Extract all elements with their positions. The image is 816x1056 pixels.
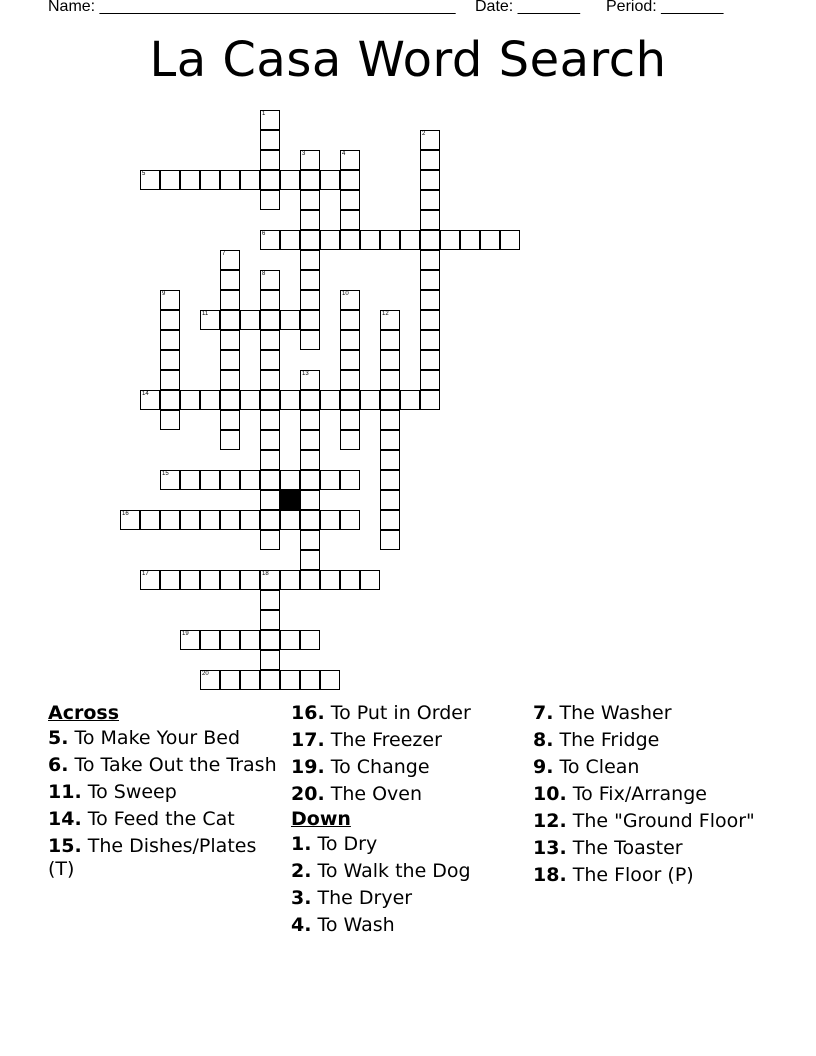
grid-cell[interactable] <box>340 370 360 390</box>
date-field-label: Date: _______ <box>475 0 580 15</box>
clue-item <box>533 783 763 806</box>
grid-cell[interactable] <box>400 230 420 250</box>
clue-text: To Put in Order <box>330 702 471 724</box>
grid-cell[interactable] <box>300 210 320 230</box>
grid-cell[interactable] <box>420 210 440 230</box>
grid-cell[interactable] <box>200 470 220 490</box>
clue-number-label: 13 <box>302 371 309 377</box>
grid-cell[interactable] <box>200 510 220 530</box>
grid-cell[interactable] <box>160 390 180 410</box>
grid-cell[interactable] <box>380 490 400 510</box>
clue-number: 7. <box>533 702 554 724</box>
grid-cell[interactable] <box>220 290 240 310</box>
grid-cell[interactable] <box>280 170 300 190</box>
clue-text: To Take Out the Trash <box>74 754 277 776</box>
grid-cell[interactable] <box>220 630 240 650</box>
grid-cell[interactable] <box>420 170 440 190</box>
grid-cell[interactable] <box>220 410 240 430</box>
grid-cell[interactable] <box>300 430 320 450</box>
clue-number: 8. <box>533 729 554 751</box>
across-heading: Across <box>48 702 120 724</box>
grid-cell[interactable] <box>460 230 480 250</box>
clue-number: 17. <box>291 729 325 751</box>
clue-item <box>291 756 521 779</box>
clue-number: 16. <box>291 702 325 724</box>
clue-text: The Dryer <box>317 887 413 909</box>
clue-item <box>291 887 521 910</box>
clue-number: 12. <box>533 810 567 832</box>
grid-cell[interactable] <box>240 670 260 690</box>
grid-cell[interactable] <box>280 470 300 490</box>
clue-number: 9. <box>533 756 554 778</box>
grid-cell[interactable] <box>160 350 180 370</box>
grid-cell[interactable] <box>160 170 180 190</box>
clue-item <box>533 702 763 725</box>
clue-item <box>291 783 521 806</box>
name-field-label: Name: ________________________________________ <box>48 0 456 15</box>
grid-cell[interactable] <box>240 170 260 190</box>
clue-number: 1. <box>291 833 312 855</box>
grid-cell[interactable] <box>200 170 220 190</box>
clue-number: 11. <box>48 781 82 803</box>
grid-cell[interactable] <box>220 170 240 190</box>
grid-cell[interactable] <box>320 230 340 250</box>
grid-cell[interactable] <box>180 170 200 190</box>
grid-cell[interactable] <box>300 250 320 270</box>
grid-cell[interactable] <box>300 330 320 350</box>
grid-cell[interactable] <box>160 330 180 350</box>
grid-cell[interactable] <box>320 570 340 590</box>
grid-cell[interactable] <box>300 170 320 190</box>
grid-cell[interactable] <box>260 270 280 290</box>
grid-cell[interactable] <box>340 150 360 170</box>
grid-cell[interactable] <box>240 310 260 330</box>
grid-cell[interactable] <box>240 470 260 490</box>
clue-number: 15. <box>48 835 82 857</box>
grid-cell[interactable] <box>260 110 280 130</box>
grid-cell[interactable] <box>300 290 320 310</box>
clue-number-label: 10 <box>342 291 349 297</box>
grid-cell[interactable] <box>360 570 380 590</box>
grid-cell[interactable] <box>380 330 400 350</box>
clue-number-label: 5 <box>142 171 146 177</box>
clue-text: The Washer <box>559 702 672 724</box>
grid-cell[interactable] <box>260 150 280 170</box>
clue-number-label: 18 <box>262 571 269 577</box>
clue-number-label: 1 <box>262 111 266 117</box>
grid-cell[interactable] <box>300 530 320 550</box>
grid-cell[interactable] <box>340 430 360 450</box>
period-field-label: Period: _______ <box>606 0 724 15</box>
grid-cell[interactable] <box>260 450 280 470</box>
clue-number: 6. <box>48 754 69 776</box>
grid-cell[interactable] <box>260 130 280 150</box>
grid-cell[interactable] <box>260 170 280 190</box>
grid-cell[interactable] <box>340 230 360 250</box>
grid-cell[interactable] <box>300 630 320 650</box>
grid-cell[interactable] <box>240 390 260 410</box>
grid-cell[interactable] <box>300 510 320 530</box>
grid-cell[interactable] <box>160 510 180 530</box>
grid-cell[interactable] <box>240 630 260 650</box>
grid-cell[interactable] <box>140 510 160 530</box>
grid-cell[interactable] <box>280 630 300 650</box>
clue-number-label: 4 <box>342 151 346 157</box>
clue-number: 2. <box>291 860 312 882</box>
grid-cell[interactable] <box>260 350 280 370</box>
grid-cell[interactable] <box>300 570 320 590</box>
grid-cell[interactable] <box>260 330 280 350</box>
clue-number: 19. <box>291 756 325 778</box>
down-clue-list-continued <box>533 702 763 887</box>
grid-cell[interactable] <box>260 650 280 670</box>
grid-cell[interactable] <box>260 630 280 650</box>
clue-text: The Dishes/Plates (T) <box>48 835 257 880</box>
grid-cell[interactable] <box>220 390 240 410</box>
grid-cell[interactable] <box>340 310 360 330</box>
grid-cell[interactable] <box>380 410 400 430</box>
grid-cell[interactable] <box>260 590 280 610</box>
grid-cell[interactable] <box>420 290 440 310</box>
grid-cell[interactable] <box>200 390 220 410</box>
grid-cell[interactable] <box>420 330 440 350</box>
clue-text: To Change <box>330 756 430 778</box>
grid-cell[interactable] <box>120 510 140 530</box>
grid-cell[interactable] <box>260 430 280 450</box>
clue-text: The Freezer <box>330 729 442 751</box>
grid-cell[interactable] <box>300 230 320 250</box>
grid-cell[interactable] <box>260 510 280 530</box>
grid-cell[interactable] <box>280 310 300 330</box>
grid-cell[interactable] <box>140 570 160 590</box>
clue-item <box>533 864 763 887</box>
grid-cell[interactable] <box>360 230 380 250</box>
grid-cell[interactable] <box>380 470 400 490</box>
clue-item <box>48 781 278 804</box>
grid-cell[interactable] <box>420 250 440 270</box>
grid-cell[interactable] <box>340 330 360 350</box>
grid-cell[interactable] <box>220 430 240 450</box>
grid-cell[interactable] <box>340 170 360 190</box>
grid-cell[interactable] <box>400 390 420 410</box>
grid-cell[interactable] <box>200 570 220 590</box>
clue-item <box>291 914 521 937</box>
clue-item <box>533 837 763 860</box>
grid-cell[interactable] <box>340 390 360 410</box>
grid-cell[interactable] <box>300 410 320 430</box>
grid-cell[interactable] <box>300 190 320 210</box>
grid-cell[interactable] <box>420 310 440 330</box>
clue-number: 14. <box>48 808 82 830</box>
grid-cell[interactable] <box>280 570 300 590</box>
clue-number-label: 11 <box>202 311 209 317</box>
grid-cell[interactable] <box>300 270 320 290</box>
grid-cell[interactable] <box>180 630 200 650</box>
clue-number-label: 17 <box>142 571 149 577</box>
grid-cell[interactable] <box>320 670 340 690</box>
grid-cell[interactable] <box>160 470 180 490</box>
clue-number-label: 3 <box>302 151 306 157</box>
grid-cell[interactable] <box>320 470 340 490</box>
clue-text: To Clean <box>559 756 640 778</box>
grid-cell[interactable] <box>220 250 240 270</box>
clue-text: To Make Your Bed <box>74 727 241 749</box>
grid-cell[interactable] <box>340 570 360 590</box>
grid-cell[interactable] <box>240 570 260 590</box>
grid-cell[interactable] <box>180 390 200 410</box>
clue-number-label: 16 <box>122 511 129 517</box>
grid-cell[interactable] <box>200 310 220 330</box>
clue-number-label: 15 <box>162 471 169 477</box>
clue-number-label: 12 <box>382 311 389 317</box>
clue-number-label: 6 <box>262 231 266 237</box>
grid-cell[interactable] <box>380 510 400 530</box>
grid-cell[interactable] <box>220 330 240 350</box>
down-heading: Down <box>291 808 351 830</box>
clue-text: The Fridge <box>559 729 660 751</box>
across-clue-list-continued <box>291 702 521 806</box>
grid-cell[interactable] <box>180 510 200 530</box>
grid-cell[interactable] <box>160 570 180 590</box>
grid-cell[interactable] <box>420 270 440 290</box>
clue-item <box>533 756 763 779</box>
clue-text: The Toaster <box>572 837 683 859</box>
grid-cell[interactable] <box>140 390 160 410</box>
grid-cell[interactable] <box>500 230 520 250</box>
grid-cell[interactable] <box>380 230 400 250</box>
grid-cell[interactable] <box>280 390 300 410</box>
clue-number: 18. <box>533 864 567 886</box>
clue-text: To Walk the Dog <box>317 860 471 882</box>
grid-cell[interactable] <box>420 230 440 250</box>
clue-number-label: 14 <box>142 391 149 397</box>
across-clue-list <box>48 727 278 881</box>
grid-cell[interactable] <box>280 510 300 530</box>
grid-cell[interactable] <box>380 530 400 550</box>
grid-cell[interactable] <box>260 310 280 330</box>
grid-cell[interactable] <box>220 670 240 690</box>
grid-cell[interactable] <box>260 530 280 550</box>
grid-cell[interactable] <box>300 490 320 510</box>
grid-cell[interactable] <box>280 230 300 250</box>
grid-cell[interactable] <box>340 410 360 430</box>
clue-item <box>291 833 521 856</box>
grid-cell[interactable] <box>340 510 360 530</box>
clues-column-2 <box>291 702 521 941</box>
grid-cell[interactable] <box>380 430 400 450</box>
grid-cell[interactable] <box>480 230 500 250</box>
clue-text: To Dry <box>317 833 378 855</box>
clue-number-label: 20 <box>202 671 209 677</box>
clue-text: To Feed the Cat <box>87 808 235 830</box>
grid-cell[interactable] <box>300 550 320 570</box>
grid-cell[interactable] <box>260 410 280 430</box>
grid-cell[interactable] <box>180 570 200 590</box>
clue-text: To Wash <box>317 914 395 936</box>
clue-item <box>48 808 278 831</box>
clue-text: To Fix/Arrange <box>572 783 707 805</box>
grid-cell[interactable] <box>300 450 320 470</box>
grid-cell[interactable] <box>220 370 240 390</box>
clue-item <box>533 729 763 752</box>
grid-cell[interactable] <box>300 470 320 490</box>
clue-item <box>291 860 521 883</box>
grid-cell[interactable] <box>140 170 160 190</box>
grid-cell[interactable] <box>420 190 440 210</box>
grid-cell[interactable] <box>260 390 280 410</box>
grid-cell[interactable] <box>260 470 280 490</box>
grid-cell[interactable] <box>300 150 320 170</box>
grid-cell[interactable] <box>340 190 360 210</box>
grid-cell[interactable] <box>340 290 360 310</box>
clue-item <box>533 810 763 833</box>
clue-number-label: 2 <box>422 131 426 137</box>
grid-cell[interactable] <box>420 370 440 390</box>
grid-cell[interactable] <box>300 390 320 410</box>
grid-cell[interactable] <box>260 610 280 630</box>
grid-cell[interactable] <box>300 310 320 330</box>
grid-cell[interactable] <box>260 570 280 590</box>
grid-cell[interactable] <box>440 230 460 250</box>
grid-cell[interactable] <box>160 410 180 430</box>
grid-cell[interactable] <box>220 470 240 490</box>
grid-cell[interactable] <box>360 390 380 410</box>
clue-text: The "Ground Floor" <box>572 810 755 832</box>
clue-text: The Floor (P) <box>572 864 694 886</box>
clue-number-label: 19 <box>182 631 189 637</box>
grid-cell[interactable] <box>320 390 340 410</box>
grid-cell[interactable] <box>260 670 280 690</box>
grid-cell[interactable] <box>420 390 440 410</box>
grid-cell[interactable] <box>160 370 180 390</box>
clue-number-label: 9 <box>162 291 166 297</box>
grid-cell[interactable] <box>160 310 180 330</box>
grid-cell[interactable] <box>340 350 360 370</box>
grid-cell[interactable] <box>420 130 440 150</box>
grid-cell[interactable] <box>300 370 320 390</box>
grid-cell[interactable] <box>220 270 240 290</box>
page-title: La Casa Word Search <box>149 32 667 88</box>
grid-cell[interactable] <box>380 370 400 390</box>
grid-cell[interactable] <box>260 230 280 250</box>
grid-cell[interactable] <box>340 470 360 490</box>
down-clue-list <box>291 833 521 937</box>
grid-cell[interactable] <box>260 490 280 510</box>
clue-item <box>291 729 521 752</box>
grid-cell[interactable] <box>340 210 360 230</box>
grid-cell-blocked <box>280 490 300 510</box>
grid-cell[interactable] <box>200 630 220 650</box>
clue-number: 4. <box>291 914 312 936</box>
clue-text: The Oven <box>330 783 423 805</box>
clue-number: 5. <box>48 727 69 749</box>
clue-number: 13. <box>533 837 567 859</box>
grid-cell[interactable] <box>260 370 280 390</box>
clue-item <box>48 754 278 777</box>
grid-cell[interactable] <box>200 670 220 690</box>
grid-cell[interactable] <box>380 450 400 470</box>
clue-number: 10. <box>533 783 567 805</box>
clue-item <box>48 727 278 750</box>
grid-cell[interactable] <box>320 510 340 530</box>
grid-cell[interactable] <box>420 150 440 170</box>
grid-cell[interactable] <box>380 350 400 370</box>
clue-number-label: 8 <box>262 271 266 277</box>
clue-number: 20. <box>291 783 325 805</box>
clues-column-3 <box>533 702 763 891</box>
grid-cell[interactable] <box>240 510 260 530</box>
clue-item <box>291 702 521 725</box>
grid-cell[interactable] <box>260 190 280 210</box>
grid-cell[interactable] <box>220 510 240 530</box>
clue-number: 3. <box>291 887 312 909</box>
grid-cell[interactable] <box>220 310 240 330</box>
grid-cell[interactable] <box>380 390 400 410</box>
grid-cell[interactable] <box>300 670 320 690</box>
grid-cell[interactable] <box>220 570 240 590</box>
grid-cell[interactable] <box>320 170 340 190</box>
grid-cell[interactable] <box>180 470 200 490</box>
clue-number-label: 7 <box>222 251 226 257</box>
grid-cell[interactable] <box>420 350 440 370</box>
clue-text: To Sweep <box>87 781 177 803</box>
grid-cell[interactable] <box>220 350 240 370</box>
grid-cell[interactable] <box>160 290 180 310</box>
grid-cell[interactable] <box>260 290 280 310</box>
clue-item <box>48 835 278 881</box>
clues-column-1 <box>48 702 278 885</box>
grid-cell[interactable] <box>380 310 400 330</box>
grid-cell[interactable] <box>280 670 300 690</box>
